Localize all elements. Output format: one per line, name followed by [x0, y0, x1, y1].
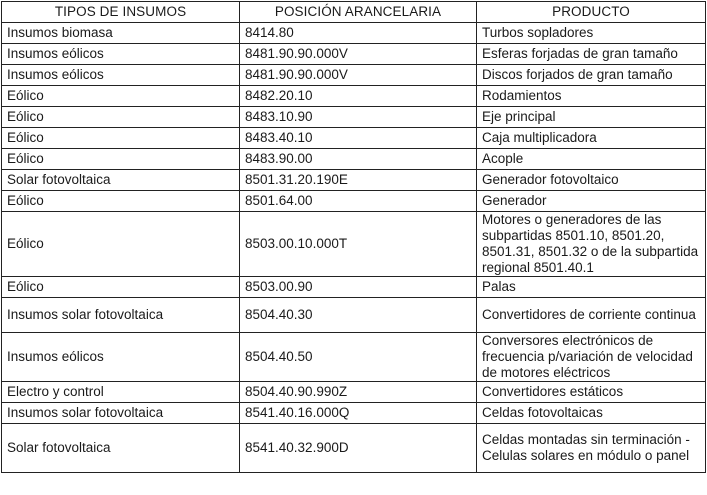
cell-producto: Celdas montadas sin terminación - Celulas solares en módulo o panel — [477, 424, 706, 473]
cell-tipo: Eólico — [2, 107, 240, 128]
cell-tipo: Insumos biomasa — [2, 23, 240, 44]
cell-posicion: 8481.90.90.000V — [240, 44, 477, 65]
cell-producto: Convertidores de corriente continua — [477, 298, 706, 333]
header-row — [2, 2, 706, 23]
cell-posicion: 8541.40.32.900D — [240, 424, 477, 473]
cell-posicion: 8483.40.10 — [240, 128, 477, 149]
table-row — [2, 298, 706, 333]
cell-producto: Discos forjados de gran tamaño — [477, 65, 706, 86]
cell-posicion: 8501.64.00 — [240, 191, 477, 212]
cell-producto: Rodamientos — [477, 86, 706, 107]
header-producto: PRODUCTO — [477, 2, 706, 23]
cell-tipo: Eólico — [2, 191, 240, 212]
cell-producto: Caja multiplicadora — [477, 128, 706, 149]
cell-tipo: Insumos solar fotovoltaica — [2, 403, 240, 424]
table-row — [2, 382, 706, 403]
table-row — [2, 44, 706, 65]
cell-producto: Generador fotovoltaico — [477, 170, 706, 191]
table-row — [2, 170, 706, 191]
tariff-table — [1, 1, 706, 473]
cell-tipo: Eólico — [2, 212, 240, 277]
cell-producto: Generador — [477, 191, 706, 212]
cell-posicion: 8504.40.30 — [240, 298, 477, 333]
cell-tipo: Eólico — [2, 149, 240, 170]
cell-posicion: 8414.80 — [240, 23, 477, 44]
table-row — [2, 212, 706, 277]
cell-tipo: Insumos solar fotovoltaica — [2, 298, 240, 333]
cell-tipo: Eólico — [2, 128, 240, 149]
table-row — [2, 128, 706, 149]
table-row — [2, 277, 706, 298]
cell-posicion: 8501.31.20.190E — [240, 170, 477, 191]
header-tipos: TIPOS DE INSUMOS — [2, 2, 240, 23]
cell-posicion: 8483.10.90 — [240, 107, 477, 128]
cell-producto: Eje principal — [477, 107, 706, 128]
cell-posicion: 8481.90.90.000V — [240, 65, 477, 86]
table-row — [2, 424, 706, 473]
table-row — [2, 107, 706, 128]
cell-tipo: Eólico — [2, 86, 240, 107]
table-row — [2, 86, 706, 107]
cell-tipo: Solar fotovoltaica — [2, 170, 240, 191]
table-row — [2, 23, 706, 44]
cell-tipo: Solar fotovoltaica — [2, 424, 240, 473]
table-row — [2, 65, 706, 86]
cell-tipo: Electro y control — [2, 382, 240, 403]
cell-producto: Turbos sopladores — [477, 23, 706, 44]
cell-posicion: 8504.40.50 — [240, 333, 477, 382]
cell-posicion: 8483.90.00 — [240, 149, 477, 170]
cell-posicion: 8482.20.10 — [240, 86, 477, 107]
cell-producto: Motores o generadores de las subpartidas 8501.10, 8501.20, 8501.31, 8501.32 o de la subpartida regional 8501.40.1 — [477, 212, 706, 277]
cell-tipo: Insumos eólicos — [2, 333, 240, 382]
cell-producto: Acople — [477, 149, 706, 170]
cell-producto: Esferas forjadas de gran tamaño — [477, 44, 706, 65]
header-posicion: POSICIÓN ARANCELARIA — [240, 2, 477, 23]
cell-producto: Palas — [477, 277, 706, 298]
table-row — [2, 333, 706, 382]
table-row — [2, 149, 706, 170]
cell-tipo: Eólico — [2, 277, 240, 298]
cell-tipo: Insumos eólicos — [2, 44, 240, 65]
table-row — [2, 191, 706, 212]
cell-posicion: 8503.00.10.000T — [240, 212, 477, 277]
cell-posicion: 8541.40.16.000Q — [240, 403, 477, 424]
cell-posicion: 8504.40.90.990Z — [240, 382, 477, 403]
cell-posicion: 8503.00.90 — [240, 277, 477, 298]
cell-producto: Convertidores estáticos — [477, 382, 706, 403]
cell-tipo: Insumos eólicos — [2, 65, 240, 86]
table-row — [2, 403, 706, 424]
cell-producto: Conversores electrónicos de frecuencia p/variación de velocidad de motores eléctricos — [477, 333, 706, 382]
cell-producto: Celdas fotovoltaicas — [477, 403, 706, 424]
